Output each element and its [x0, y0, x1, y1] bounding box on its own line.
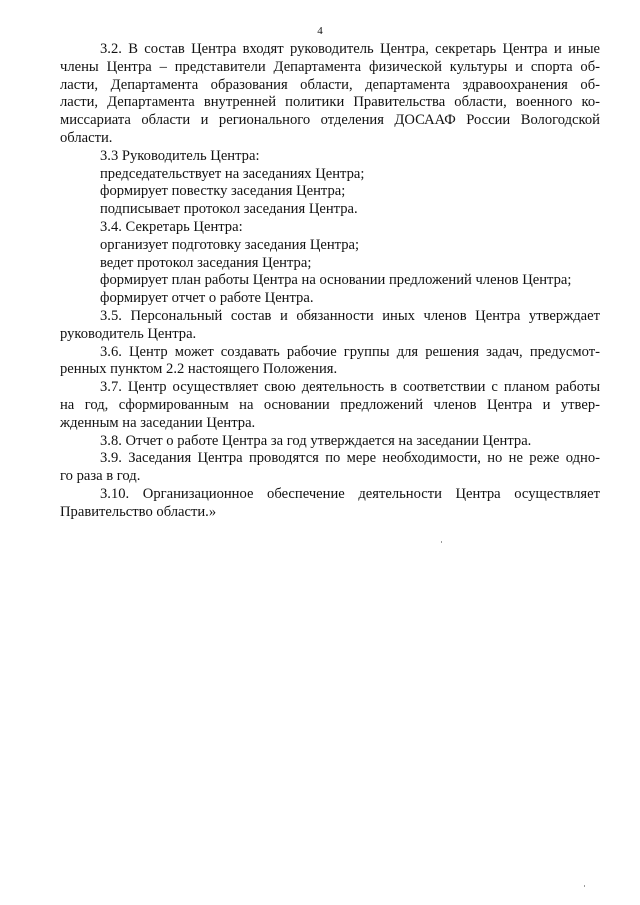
text-line: области.	[60, 129, 113, 146]
text-line: ренных пунктом 2.2 настоящего Положения.	[60, 361, 338, 378]
text-line: руководитель Центра.	[60, 325, 197, 342]
text-line: 3.7. Центр осуществляет свою деятельность в соответствии с планом работы	[100, 379, 600, 396]
paragraph-3-9	[60, 450, 600, 486]
text-line: ласти, Департамента внутренней политики Правительства области, военного ко-	[60, 94, 600, 111]
text-line: 3.6. Центр может создавать рабочие группы для решения задач, предусмот-	[100, 343, 600, 360]
list-item: ведет протокол заседания Центра;	[100, 254, 312, 271]
text-line: Правительство области.»	[60, 503, 217, 520]
list-item: подписывает протокол заседания Центра.	[100, 201, 358, 218]
document-body	[60, 41, 600, 522]
paragraph-3-2	[60, 41, 600, 148]
text-line: го раза в год.	[60, 468, 141, 485]
list-item: формирует отчет о работе Центра.	[100, 290, 314, 307]
scan-speck	[441, 541, 442, 543]
text-line: на год, сформированным на основании предложений членов Центра и утвер-	[60, 396, 600, 413]
page-number: 4	[317, 25, 323, 37]
text-line: члены Центра – представители Департамента физической культуры и спорта об-	[60, 58, 600, 75]
text-line: ласти, Департамента образования области, департамента здравоохранения об-	[60, 76, 600, 93]
text-line: 3.5. Персональный состав и обязанности иных членов Центра утверждает	[100, 307, 600, 324]
list-item: формирует план работы Центра на основании предложений членов Центра;	[100, 272, 572, 289]
paragraph-3-10	[60, 486, 600, 522]
section-heading-3-4: 3.4. Секретарь Центра:	[100, 218, 243, 235]
text-line: 3.9. Заседания Центра проводятся по мере необходимости, но не реже одно-	[100, 450, 600, 467]
paragraph-3-7	[60, 379, 600, 432]
text-line: миссариата области и регионального отделения ДОСААФ России Вологодской	[60, 112, 600, 129]
paragraph-3-8: 3.8. Отчет о работе Центра за год утверждается на заседании Центра.	[100, 432, 532, 449]
section-heading-3-3: 3.3 Руководитель Центра:	[100, 147, 260, 164]
paragraph-3-5	[60, 308, 600, 344]
text-line: жденным на заседании Центра.	[60, 414, 256, 431]
paragraph-3-6	[60, 344, 600, 380]
list-item: организует подготовку заседания Центра;	[100, 236, 360, 253]
list-item: формирует повестку заседания Центра;	[100, 183, 346, 200]
list-item: председательствует на заседаниях Центра;	[100, 165, 365, 182]
text-line: 3.2. В состав Центра входят руководитель Центра, секретарь Центра и иные	[100, 41, 600, 57]
scan-speck	[584, 885, 585, 887]
text-line: 3.10. Организационное обеспечение деятельности Центра осуществляет	[100, 485, 600, 502]
